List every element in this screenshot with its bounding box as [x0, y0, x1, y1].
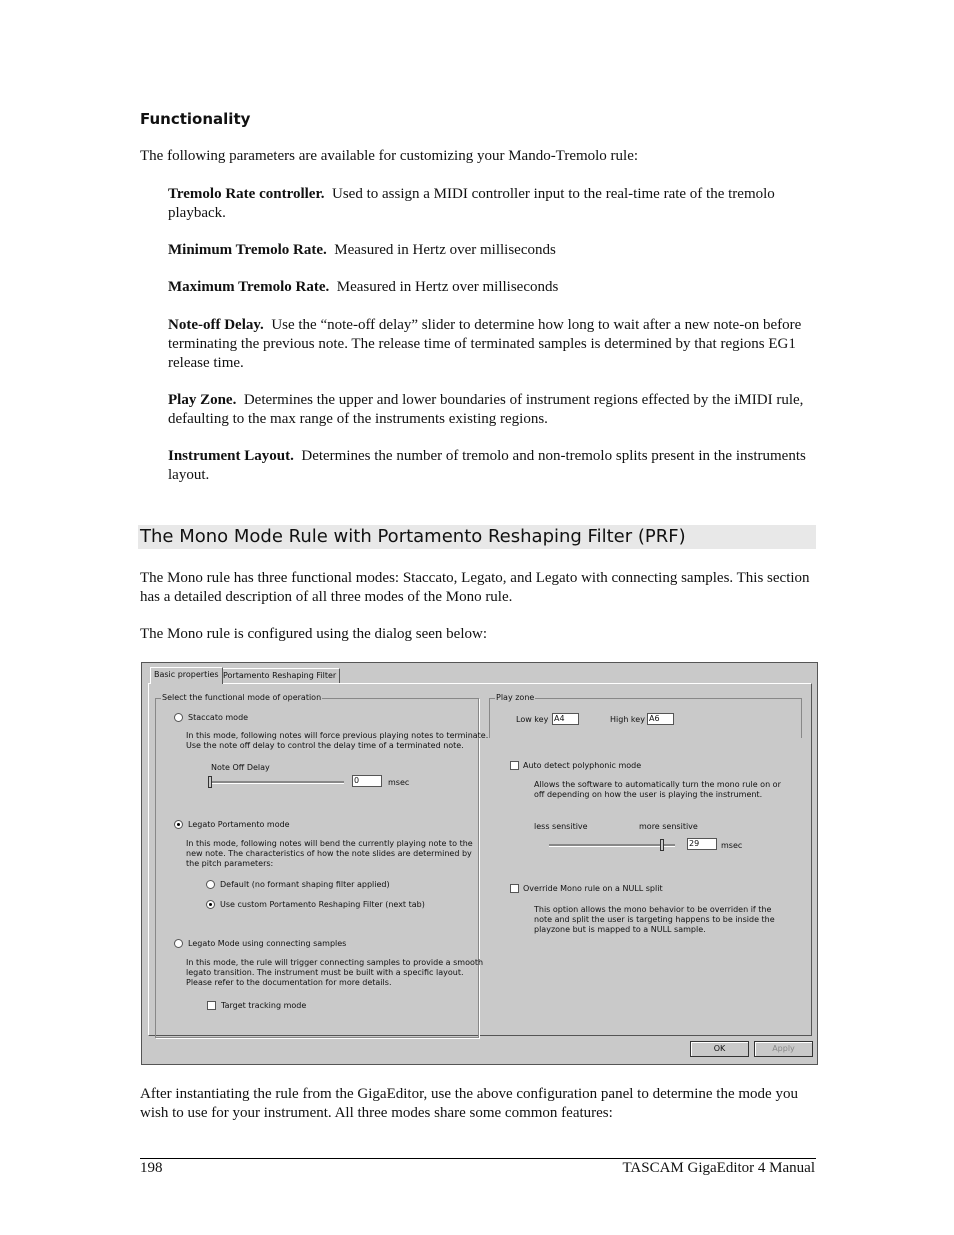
mono-rule-dialog [141, 662, 818, 1065]
param-play-zone: Play Zone. Determines the upper and lower boundaries of instrument regions effected by the iMIDI rule, defaulting to the max range of the instruments existing regions. [168, 392, 804, 427]
note-off-delay-track [208, 781, 344, 784]
staccato-radio[interactable] [174, 713, 183, 722]
staccato-desc-2: Use the note off delay to control the delay time of a terminated note. [186, 741, 464, 750]
note-off-delay-slider[interactable] [208, 776, 212, 788]
legato-conn-desc-3: Please refer to the documentation for more details. [186, 978, 392, 987]
after-paragraph: After instantiating the rule from the GigaEditor, use the above configuration panel to determine the mode you wish to use for your instrument. All three modes share some common features: [140, 1086, 798, 1121]
sensitivity-unit: msec [721, 841, 743, 850]
auto-detect-desc-1: Allows the software to automatically turn the mono rule on or [534, 780, 781, 789]
legato-desc-2: new note. The characteristics of how the note slides are determined by [186, 849, 472, 858]
mono-paragraph-1: The Mono rule has three functional modes: Staccato, Legato, and Legato with connecting samples. This section has a detailed description of all three modes of the Mono rule. [140, 570, 810, 605]
low-key-field[interactable]: A4 [552, 713, 579, 725]
apply-button[interactable]: Apply [754, 1041, 813, 1057]
manual-title: TASCAM GigaEditor 4 Manual [622, 1160, 815, 1176]
param-instrument-layout: Instrument Layout. Determines the number of tremolo and non-tremolo splits present in the instruments layout. [168, 448, 806, 483]
functionality-intro: The following parameters are available for customizing your Mando-Tremolo rule: [140, 148, 639, 164]
override-desc-2: note and split the user is targeting happens to be inside the [534, 915, 775, 924]
note-off-delay-field[interactable]: 0 [352, 775, 382, 787]
staccato-desc-1: In this mode, following notes will force previous playing notes to terminate. [186, 731, 489, 740]
tab-portamento-reshaping-filter[interactable]: Portamento Reshaping Filter [219, 668, 340, 684]
high-key-label: High key [610, 715, 645, 724]
page-number: 198 [140, 1160, 163, 1176]
sensitivity-field[interactable]: 29 [687, 838, 717, 850]
high-key-field[interactable]: A6 [647, 713, 674, 725]
ok-button[interactable]: OK [690, 1041, 749, 1057]
custom-filter-radio[interactable] [206, 900, 215, 909]
section-heading: The Mono Mode Rule with Portamento Reshaping Filter (PRF) [138, 525, 816, 549]
legato-connecting-label: Legato Mode using connecting samples [188, 939, 347, 948]
tab-panel [148, 683, 812, 1036]
legato-desc-3: the pitch parameters: [186, 859, 274, 868]
override-null-label: Override Mono rule on a NULL split [523, 884, 663, 893]
auto-detect-label: Auto detect polyphonic mode [523, 761, 642, 770]
note-off-delay-label: Note Off Delay [211, 763, 270, 772]
functional-mode-legend: Select the functional mode of operation [162, 693, 322, 702]
param-maximum-tremolo-rate: Maximum Tremolo Rate. Measured in Hertz over milliseconds [168, 279, 559, 295]
target-tracking-label: Target tracking mode [221, 1001, 307, 1010]
auto-detect-desc-2: off depending on how the user is playing the instrument. [534, 790, 763, 799]
play-zone-legend: Play zone [496, 693, 535, 702]
low-key-label: Low key [516, 715, 549, 724]
override-desc-3: playzone but is mapped to a NULL sample. [534, 925, 706, 934]
default-filter-radio[interactable] [206, 880, 215, 889]
mono-paragraph-2: The Mono rule is configured using the dialog seen below: [140, 626, 488, 642]
override-null-checkbox[interactable] [510, 884, 519, 893]
auto-detect-checkbox[interactable] [510, 761, 519, 770]
more-sensitive-label: more sensitive [639, 822, 698, 831]
param-minimum-tremolo-rate: Minimum Tremolo Rate. Measured in Hertz over milliseconds [168, 242, 556, 258]
legato-desc-1: In this mode, following notes will bend the currently playing note to the [186, 839, 473, 848]
override-desc-1: This option allows the mono behavior to be overriden if the [534, 905, 772, 914]
custom-filter-label: Use custom Portamento Reshaping Filter (next tab) [220, 900, 425, 909]
play-zone-group [489, 693, 802, 738]
default-filter-label: Default (no formant shaping filter applied) [220, 880, 390, 889]
functionality-heading: Functionality [140, 110, 251, 128]
sensitivity-track [549, 844, 675, 847]
param-tremolo-rate-controller: Tremolo Rate controller. Used to assign a MIDI controller input to the real-time rate of the tremolo playback. [168, 186, 775, 221]
legato-conn-desc-2: legato transition. The instrument must be built with a specific layout. [186, 968, 464, 977]
legato-conn-desc-1: In this mode, the rule will trigger connecting samples to provide a smooth [186, 958, 484, 967]
tab-basic-properties[interactable]: Basic properties [150, 667, 223, 684]
legato-connecting-radio[interactable] [174, 939, 183, 948]
legato-portamento-label: Legato Portamento mode [188, 820, 290, 829]
legato-portamento-radio[interactable] [174, 820, 183, 829]
less-sensitive-label: less sensitive [534, 822, 588, 831]
staccato-label: Staccato mode [188, 713, 249, 722]
footer-rule [140, 1158, 816, 1159]
sensitivity-slider[interactable] [660, 839, 664, 851]
target-tracking-checkbox[interactable] [207, 1001, 216, 1010]
param-note-off-delay: Note-off Delay. Use the “note-off delay” slider to determine how long to wait after a new note-on before terminating the previous note. The release time of terminated samples is determined by that regions EG1 release time. [168, 317, 802, 371]
functional-mode-group [155, 693, 489, 1038]
note-off-unit: msec [388, 778, 410, 787]
